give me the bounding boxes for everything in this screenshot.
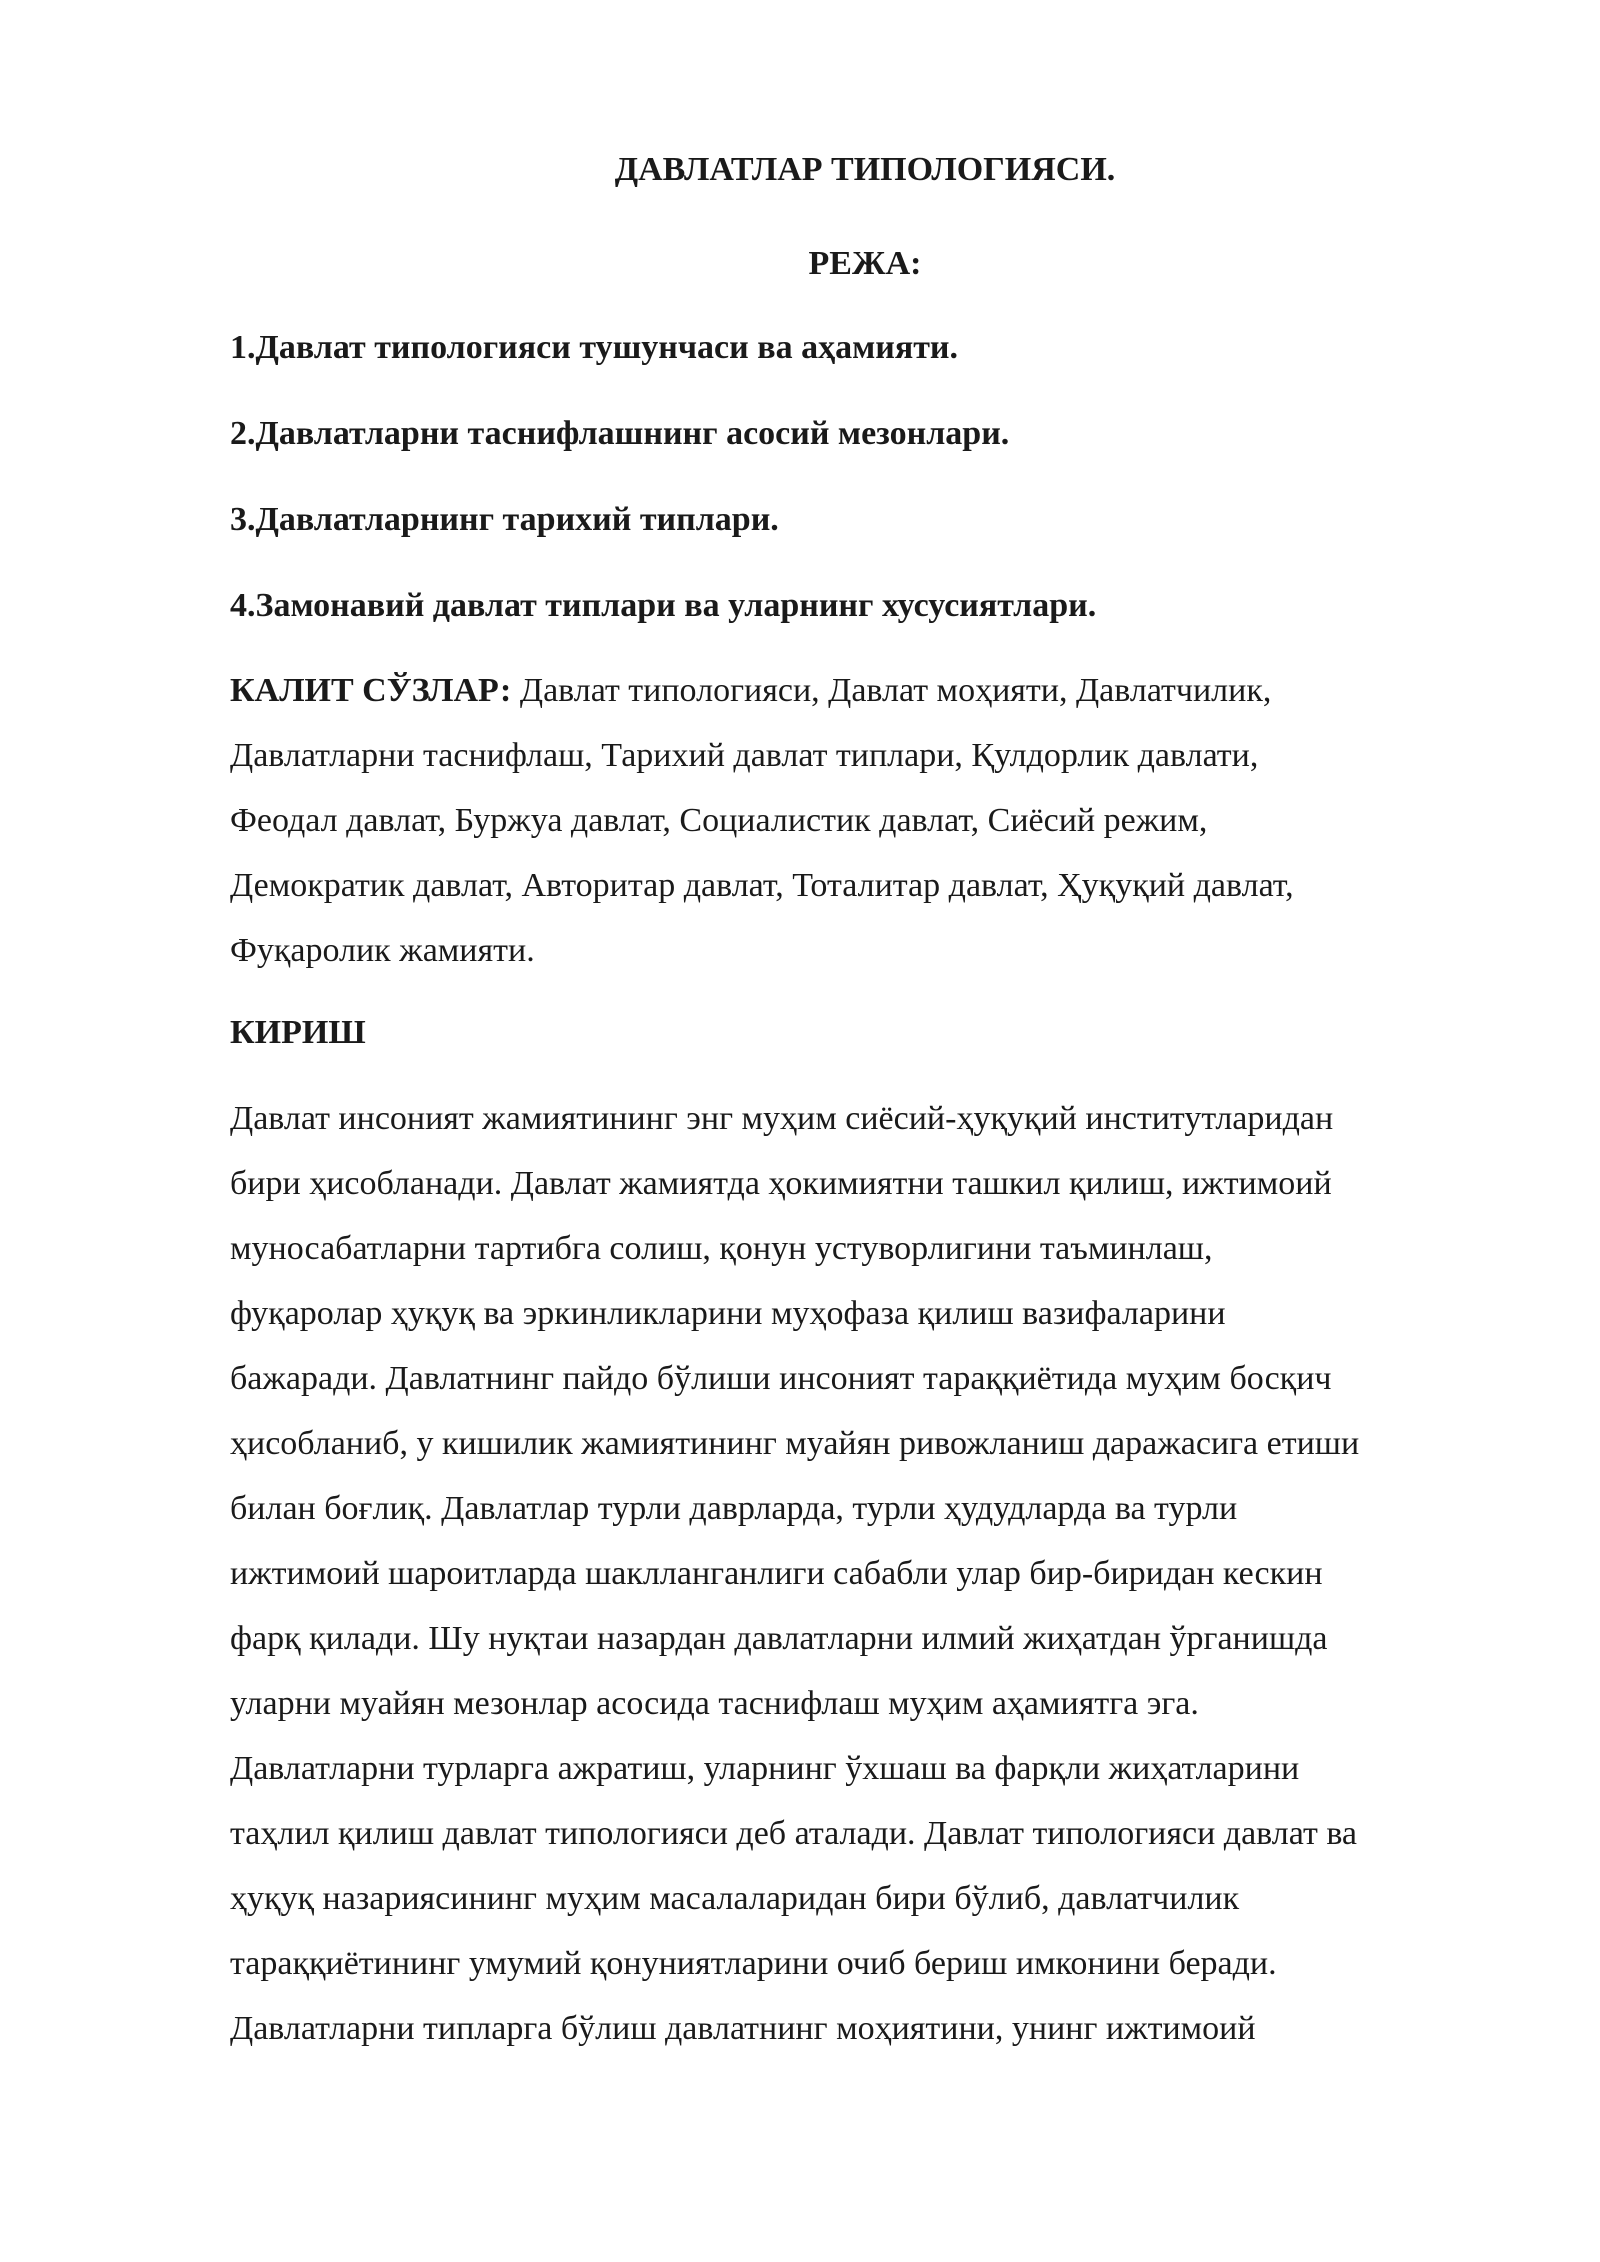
keywords-line-5: Фуқаролик жамияти. xyxy=(230,932,535,969)
intro-line: ҳуқуқ назариясининг муҳим масалаларидан бири бўлиб, давлатчилик xyxy=(230,1880,1240,1917)
intro-line: Давлат инсоният жамиятининг энг муҳим сиёсий-ҳуқуқий институтларидан xyxy=(230,1100,1334,1137)
intro-line: ижтимоий шароитларда шаклланганлиги сабабли улар бир-биридан кескин xyxy=(230,1555,1323,1592)
intro-heading: КИРИШ xyxy=(230,1014,366,1051)
document-page xyxy=(230,150,1490,2061)
plan-item-3: 3.Давлатларнинг тарихий типлари. xyxy=(230,501,779,538)
intro-line: ҳисобланиб, у кишилик жамиятининг муайян ривожланиш даражасига етиши xyxy=(230,1425,1360,1462)
keywords-line-1 xyxy=(230,658,1490,723)
intro-line: Давлатларни типларга бўлиш давлатнинг моҳиятини, унинг ижтимоий xyxy=(230,2010,1256,2047)
keywords-label: КАЛИТ СЎЗЛАР: xyxy=(230,672,512,709)
intro-line: бири ҳисобланади. Давлат жамиятда ҳокимиятни ташкил қилиш, ижтимоий xyxy=(230,1165,1332,1202)
plan-heading: РЕЖА: xyxy=(808,245,922,282)
intro-line: фарқ қилади. Шу нуқтаи назардан давлатларни илмий жиҳатдан ўрганишда xyxy=(230,1620,1328,1657)
intro-line: фуқаролар ҳуқуқ ва эркинликларини муҳофаза қилиш вазифаларини xyxy=(230,1295,1226,1332)
keywords-line-3: Феодал давлат, Буржуа давлат, Социалистик давлат, Сиёсий режим, xyxy=(230,802,1208,839)
intro-line: билан боғлиқ. Давлатлар турли даврларда, турли ҳудудларда ва турли xyxy=(230,1490,1238,1527)
keywords-line-4: Демократик давлат, Авторитар давлат, Тоталитар давлат, Ҳуқуқий давлат, xyxy=(230,867,1294,904)
intro-line: Давлатларни турларга ажратиш, уларнинг ўхшаш ва фарқли жиҳатларини xyxy=(230,1750,1300,1787)
intro-paragraph xyxy=(230,1086,1490,2061)
intro-line: муносабатларни тартибга солиш, қонун устуворлигини таъминлаш, xyxy=(230,1230,1213,1267)
plan-list xyxy=(230,328,1490,626)
intro-line: таҳлил қилиш давлат типологияси деб аталади. Давлат типологияси давлат ва xyxy=(230,1815,1358,1852)
intro-line: бажаради. Давлатнинг пайдо бўлиши инсоният тараққиётида муҳим босқич xyxy=(230,1360,1332,1397)
intro-line: тараққиётининг умумий қонуниятларини очиб бериш имконини беради. xyxy=(230,1945,1277,1982)
intro-line: уларни муайян мезонлар асосида таснифлаш муҳим аҳамиятга эга. xyxy=(230,1685,1199,1722)
keywords-line-2: Давлатларни таснифлаш, Тарихий давлат типлари, Қулдорлик давлати, xyxy=(230,737,1259,774)
plan-item-1: 1.Давлат типологияси тушунчаси ва аҳамияти. xyxy=(230,329,959,366)
plan-item-2: 2.Давлатларни таснифлашнинг асосий мезонлари. xyxy=(230,415,1010,452)
plan-item-4: 4.Замонавий давлат типлари ва уларнинг хусусиятлари. xyxy=(230,587,1097,624)
document-title: ДАВЛАТЛАР ТИПОЛОГИЯСИ. xyxy=(614,151,1116,188)
keywords-text-1: Давлат типологияси, Давлат моҳияти, Давлатчилик, xyxy=(511,672,1272,709)
keywords-paragraph xyxy=(230,658,1490,983)
